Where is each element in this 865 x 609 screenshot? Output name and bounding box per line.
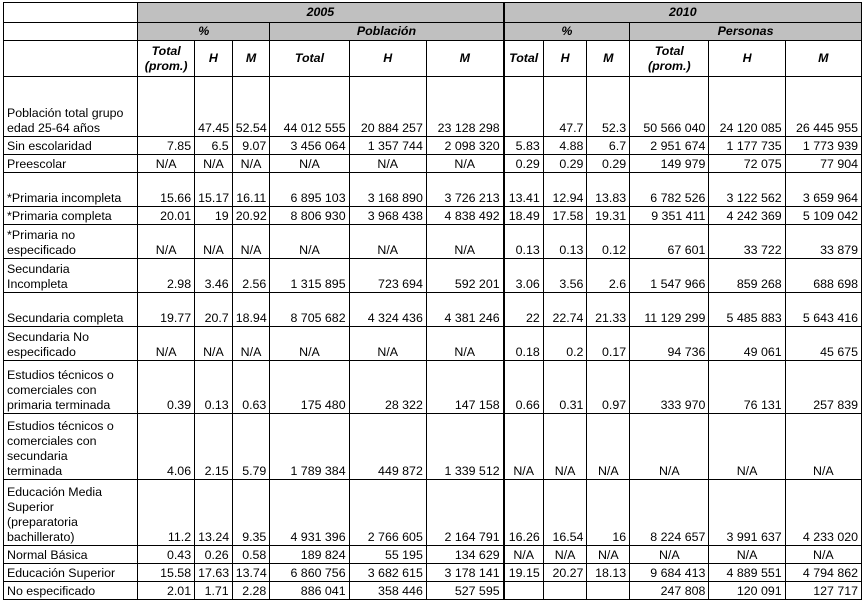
table-cell: 120 091	[709, 582, 785, 600]
table-cell: 4 242 369	[709, 207, 785, 225]
table-cell: 5 643 416	[785, 293, 861, 327]
table-cell: 4.06	[138, 414, 195, 480]
pct-2005-header: %	[138, 23, 270, 41]
table-row	[4, 564, 862, 582]
table-cell: N/A	[504, 546, 544, 564]
row-label: Estudios técnicos o comerciales con secundaria terminada	[4, 414, 138, 480]
table-row	[4, 137, 862, 155]
table-cell: 2 164 791	[426, 480, 503, 546]
table-cell: 358 446	[349, 582, 426, 600]
table-cell: 45 675	[785, 327, 861, 361]
table-cell: 26 445 955	[785, 77, 861, 137]
table-cell: 3 659 964	[785, 173, 861, 207]
table-cell: 15.17	[195, 173, 233, 207]
table-cell: 4 889 551	[709, 564, 785, 582]
table-cell: 23 128 298	[426, 77, 503, 137]
table-cell: 4 794 862	[785, 564, 861, 582]
table-cell: 1 357 744	[349, 137, 426, 155]
table-cell: 13.41	[504, 173, 544, 207]
table-cell: 9.07	[232, 137, 270, 155]
table-cell: 0.29	[504, 155, 544, 173]
table-cell: 257 839	[785, 361, 861, 414]
table-cell: 21.33	[587, 293, 630, 327]
column-header: M	[785, 41, 861, 77]
table-cell: 2.15	[195, 414, 233, 480]
table-cell: N/A	[426, 327, 503, 361]
table-row	[4, 207, 862, 225]
year-header-row	[4, 3, 862, 23]
table-cell: N/A	[349, 225, 426, 259]
table-cell: 5 109 042	[785, 207, 861, 225]
table-cell: 94 736	[630, 327, 709, 361]
table-cell: 4 381 246	[426, 293, 503, 327]
table-cell: N/A	[630, 414, 709, 480]
column-header: H	[709, 41, 785, 77]
table-cell: 333 970	[630, 361, 709, 414]
table-cell: 2.98	[138, 259, 195, 293]
table-cell: N/A	[709, 546, 785, 564]
table-cell: 22.74	[543, 293, 587, 327]
row-label: Secundaria completa	[4, 293, 138, 327]
table-cell: 19.31	[587, 207, 630, 225]
table-cell: 24 120 085	[709, 77, 785, 137]
table-cell: 16.11	[232, 173, 270, 207]
table-row	[4, 480, 862, 546]
table-cell: N/A	[785, 414, 861, 480]
table-cell: N/A	[349, 155, 426, 173]
row-label: No especificado	[4, 582, 138, 600]
table-cell: 3.46	[195, 259, 233, 293]
corner-cell-2	[4, 23, 138, 41]
table-cell: 2 951 674	[630, 137, 709, 155]
table-row	[4, 414, 862, 480]
table-cell: 72 075	[709, 155, 785, 173]
table-cell: 13.83	[587, 173, 630, 207]
table-cell: N/A	[349, 327, 426, 361]
table-cell: 8 224 657	[630, 480, 709, 546]
table-cell: 19.15	[504, 564, 544, 582]
poblacion-2005-header: Población	[270, 23, 504, 41]
row-label: *Primaria completa	[4, 207, 138, 225]
table-cell: 5.79	[232, 414, 270, 480]
table-cell: 2 766 605	[349, 480, 426, 546]
table-cell	[504, 77, 544, 137]
table-cell: 0.97	[587, 361, 630, 414]
table-cell: 20.01	[138, 207, 195, 225]
column-header: Total (prom.)	[138, 41, 195, 77]
column-header: H	[349, 41, 426, 77]
table-row	[4, 361, 862, 414]
table-cell: 0.43	[138, 546, 195, 564]
table-cell: 0.39	[138, 361, 195, 414]
table-cell: N/A	[426, 225, 503, 259]
table-cell: 47.45	[195, 77, 233, 137]
table-cell: 20.92	[232, 207, 270, 225]
table-cell: 527 595	[426, 582, 503, 600]
table-cell: 0.17	[587, 327, 630, 361]
table-cell: 3 178 141	[426, 564, 503, 582]
row-label: Preescolar	[4, 155, 138, 173]
table-row	[4, 155, 862, 173]
table-cell: 1 339 512	[426, 414, 503, 480]
table-cell: 19.77	[138, 293, 195, 327]
column-header: Total	[504, 41, 544, 77]
column-header: M	[426, 41, 503, 77]
table-cell: 6 860 756	[270, 564, 349, 582]
table-row	[4, 225, 862, 259]
table-cell: 3.06	[504, 259, 544, 293]
table-cell: 1 773 939	[785, 137, 861, 155]
table-cell: 16	[587, 480, 630, 546]
table-cell: 0.29	[587, 155, 630, 173]
table-row	[4, 77, 862, 137]
table-row	[4, 327, 862, 361]
table-cell: N/A	[630, 546, 709, 564]
table-cell: 592 201	[426, 259, 503, 293]
table-cell: 20.27	[543, 564, 587, 582]
table-cell: 0.31	[543, 361, 587, 414]
table-cell	[504, 582, 544, 600]
row-label: Estudios técnicos o comerciales con primaria terminada	[4, 361, 138, 414]
table-cell: N/A	[195, 155, 233, 173]
row-label: Secundaria Incompleta	[4, 259, 138, 293]
table-row	[4, 259, 862, 293]
table-cell: 18.49	[504, 207, 544, 225]
table-cell: 3 968 438	[349, 207, 426, 225]
table-cell: 127 717	[785, 582, 861, 600]
table-cell: 5 485 883	[709, 293, 785, 327]
table-row	[4, 293, 862, 327]
table-cell: 0.13	[195, 361, 233, 414]
table-cell: 49 061	[709, 327, 785, 361]
table-cell	[587, 582, 630, 600]
table-cell: 723 694	[349, 259, 426, 293]
table-cell: 886 041	[270, 582, 349, 600]
table-cell: 19	[195, 207, 233, 225]
table-cell: 189 824	[270, 546, 349, 564]
table-cell: 9 684 413	[630, 564, 709, 582]
table-cell: N/A	[138, 327, 195, 361]
table-cell: 76 131	[709, 361, 785, 414]
table-cell: 0.26	[195, 546, 233, 564]
row-label: Secundaria No especificado	[4, 327, 138, 361]
table-cell: N/A	[587, 546, 630, 564]
table-cell: N/A	[543, 414, 587, 480]
table-cell	[138, 77, 195, 137]
column-header: Total (prom.)	[630, 41, 709, 77]
table-cell: 11.2	[138, 480, 195, 546]
table-cell: 2.56	[232, 259, 270, 293]
table-cell: 3 122 562	[709, 173, 785, 207]
table-cell: 175 480	[270, 361, 349, 414]
row-label: Población total grupo edad 25-64 años	[4, 77, 138, 137]
column-header-row	[4, 41, 862, 77]
table-cell: 4 931 396	[270, 480, 349, 546]
table-cell: 52.54	[232, 77, 270, 137]
column-header: H	[543, 41, 587, 77]
table-cell: 15.58	[138, 564, 195, 582]
table-cell: 6.7	[587, 137, 630, 155]
table-cell: 33 879	[785, 225, 861, 259]
table-cell: 6.5	[195, 137, 233, 155]
table-cell: 859 268	[709, 259, 785, 293]
table-cell: 0.63	[232, 361, 270, 414]
table-cell: 28 322	[349, 361, 426, 414]
year-2010-header: 2010	[504, 3, 862, 23]
table-cell: 18.13	[587, 564, 630, 582]
table-cell: 12.94	[543, 173, 587, 207]
table-cell: 3 991 637	[709, 480, 785, 546]
row-label: *Primaria incompleta	[4, 173, 138, 207]
table-cell: 0.66	[504, 361, 544, 414]
table-cell: 55 195	[349, 546, 426, 564]
table-cell: N/A	[232, 225, 270, 259]
table-cell	[543, 582, 587, 600]
table-cell: N/A	[232, 327, 270, 361]
table-cell: 15.66	[138, 173, 195, 207]
table-cell: 1 315 895	[270, 259, 349, 293]
table-cell: 8 705 682	[270, 293, 349, 327]
table-cell: 1 177 735	[709, 137, 785, 155]
table-cell: 2.01	[138, 582, 195, 600]
table-cell: 3.56	[543, 259, 587, 293]
table-cell: 688 698	[785, 259, 861, 293]
table-cell: 47.7	[543, 77, 587, 137]
column-header: M	[232, 41, 270, 77]
table-cell: 3 726 213	[426, 173, 503, 207]
table-cell: N/A	[785, 546, 861, 564]
table-cell: 9.35	[232, 480, 270, 546]
table-cell: 17.58	[543, 207, 587, 225]
table-cell: 9 351 411	[630, 207, 709, 225]
table-cell: 52.3	[587, 77, 630, 137]
table-cell: 6 895 103	[270, 173, 349, 207]
table-cell: 449 872	[349, 414, 426, 480]
table-cell: N/A	[138, 225, 195, 259]
table-cell: N/A	[504, 414, 544, 480]
table-cell: N/A	[232, 155, 270, 173]
table-cell: N/A	[543, 546, 587, 564]
table-cell: 50 566 040	[630, 77, 709, 137]
column-header: Total	[270, 41, 349, 77]
row-label: Educación Media Superior (preparatoria bachillerato)	[4, 480, 138, 546]
table-cell: 1.71	[195, 582, 233, 600]
table-cell: 67 601	[630, 225, 709, 259]
table-cell: 11 129 299	[630, 293, 709, 327]
table-cell: 6 782 526	[630, 173, 709, 207]
table-cell: 4 233 020	[785, 480, 861, 546]
personas-2010-header: Personas	[630, 23, 862, 41]
table-cell: N/A	[195, 225, 233, 259]
table-cell: 33 722	[709, 225, 785, 259]
table-cell: 149 979	[630, 155, 709, 173]
table-cell: 1 789 384	[270, 414, 349, 480]
table-cell: 2.28	[232, 582, 270, 600]
table-cell: 20 884 257	[349, 77, 426, 137]
corner-cell	[4, 3, 138, 23]
pct-2010-header: %	[504, 23, 630, 41]
row-label: Educación Superior	[4, 564, 138, 582]
table-cell: 2.6	[587, 259, 630, 293]
table-cell: N/A	[138, 155, 195, 173]
table-cell: 20.7	[195, 293, 233, 327]
table-row	[4, 546, 862, 564]
row-label: Sin escolaridad	[4, 137, 138, 155]
table-cell: 0.18	[504, 327, 544, 361]
table-cell: 0.2	[543, 327, 587, 361]
table-cell: 5.83	[504, 137, 544, 155]
table-cell: 13.24	[195, 480, 233, 546]
table-cell: 0.13	[543, 225, 587, 259]
table-cell: 4.88	[543, 137, 587, 155]
corner-cell-3	[4, 41, 138, 77]
table-cell: 16.26	[504, 480, 544, 546]
education-table	[3, 2, 862, 600]
table-cell: 4 838 492	[426, 207, 503, 225]
group-header-row	[4, 23, 862, 41]
table-cell: 17.63	[195, 564, 233, 582]
table-cell: 77 904	[785, 155, 861, 173]
table-cell: N/A	[270, 327, 349, 361]
table-cell: 0.29	[543, 155, 587, 173]
table-cell: 0.58	[232, 546, 270, 564]
table-cell: N/A	[426, 155, 503, 173]
table-cell: 3 168 890	[349, 173, 426, 207]
table-cell: 16.54	[543, 480, 587, 546]
table-cell: 13.74	[232, 564, 270, 582]
table-cell: N/A	[587, 414, 630, 480]
table-row	[4, 173, 862, 207]
table-cell: 3 456 064	[270, 137, 349, 155]
table-row	[4, 582, 862, 600]
table-cell: 147 158	[426, 361, 503, 414]
table-cell: N/A	[195, 327, 233, 361]
table-cell: 247 808	[630, 582, 709, 600]
row-label: *Primaria no especificado	[4, 225, 138, 259]
table-cell: 4 324 436	[349, 293, 426, 327]
table-cell: 2 098 320	[426, 137, 503, 155]
year-2005-header: 2005	[138, 3, 504, 23]
column-header: H	[195, 41, 233, 77]
table-cell: 18.94	[232, 293, 270, 327]
column-header: M	[587, 41, 630, 77]
table-cell: 8 806 930	[270, 207, 349, 225]
table-cell: N/A	[270, 155, 349, 173]
table-cell: 0.13	[504, 225, 544, 259]
table-cell: N/A	[709, 414, 785, 480]
table-cell: N/A	[270, 225, 349, 259]
table-cell: 22	[504, 293, 544, 327]
row-label: Normal Básica	[4, 546, 138, 564]
table-cell: 7.85	[138, 137, 195, 155]
table-cell: 0.12	[587, 225, 630, 259]
table-cell: 44 012 555	[270, 77, 349, 137]
table-cell: 3 682 615	[349, 564, 426, 582]
table-cell: 1 547 966	[630, 259, 709, 293]
table-cell: 134 629	[426, 546, 503, 564]
